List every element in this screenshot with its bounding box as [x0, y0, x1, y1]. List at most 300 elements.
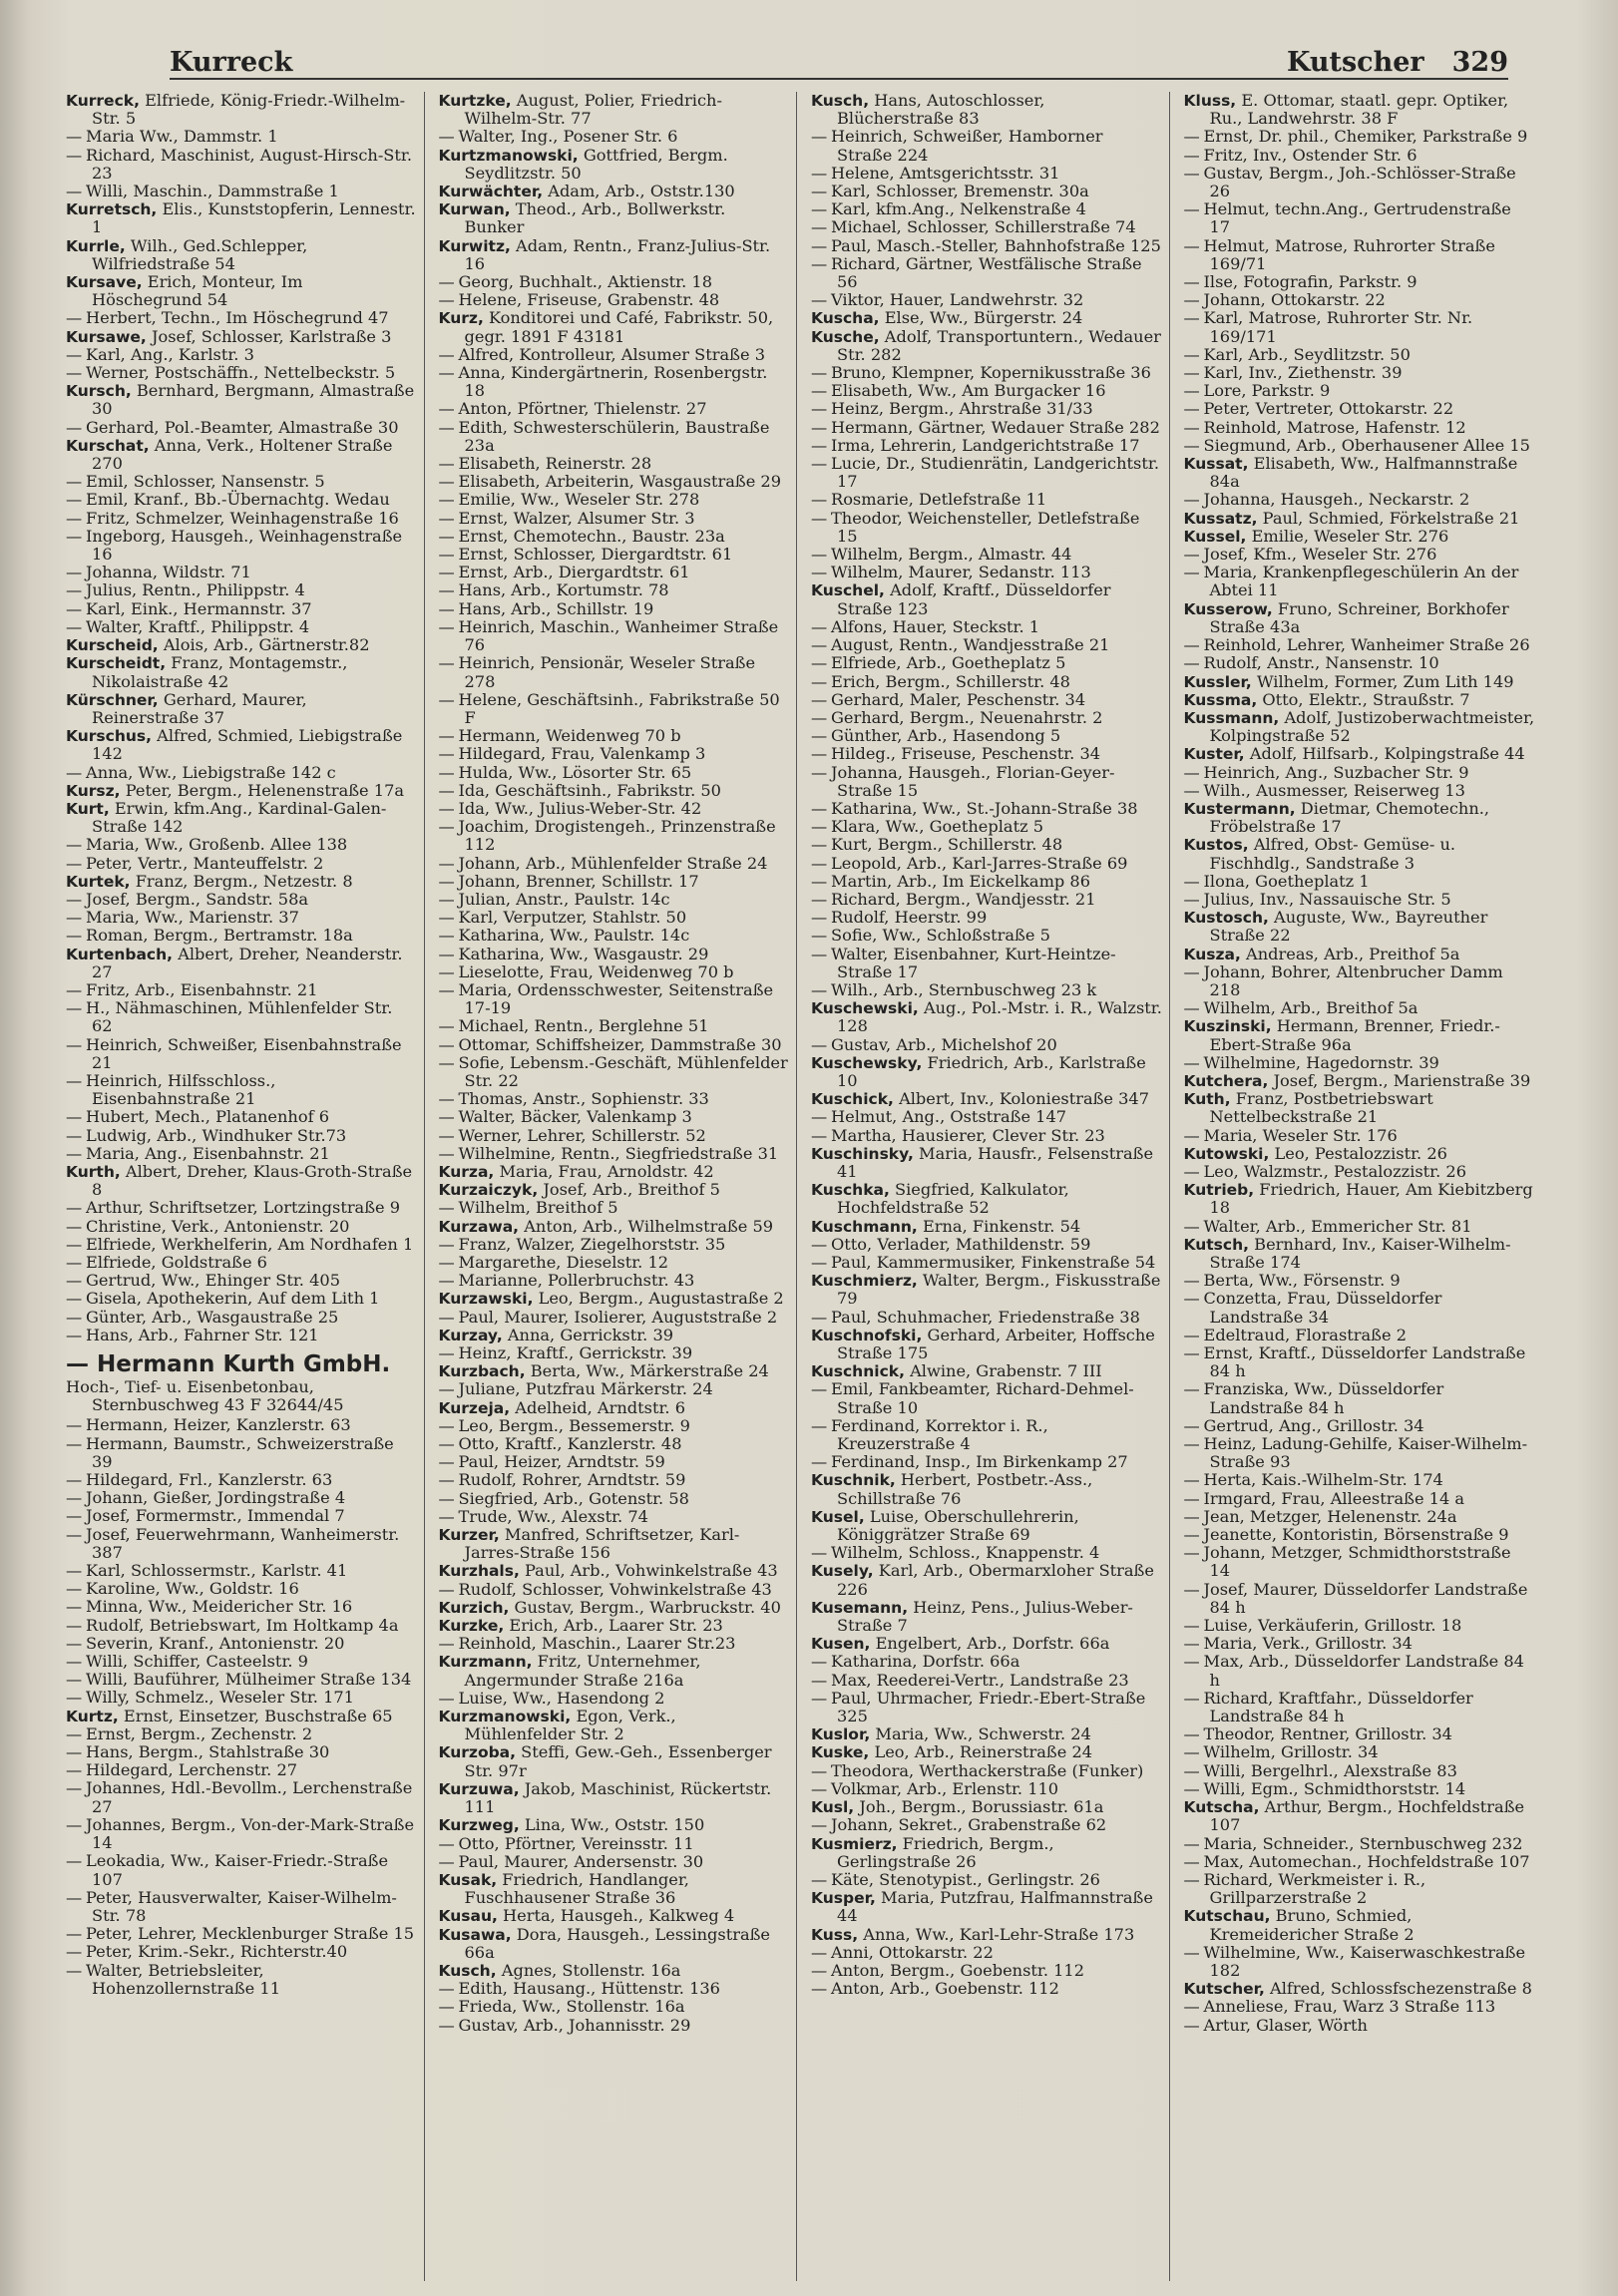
directory-entry [66, 764, 418, 782]
repeat-dash: — [66, 1942, 83, 1962]
entry-details: Theod., Arb., Bollwerkstr. Bunker [464, 199, 726, 237]
repeat-dash: — [66, 1814, 83, 1834]
directory-entry [66, 1290, 418, 1308]
directory-entry-surname [811, 1635, 1163, 1653]
repeat-dash: — [1183, 1634, 1200, 1654]
directory-entry-surname [66, 200, 418, 236]
surname: Kuschmierz, [811, 1272, 918, 1291]
entry-details: Julius, Inv., Nassauische Str. 5 [1203, 889, 1451, 909]
entry-details: Joachim, Drogistengeh., Prinzenstraße 112 [458, 817, 776, 855]
repeat-dash: — [1183, 1579, 1200, 1599]
repeat-dash: — [811, 1253, 828, 1272]
directory-entry [439, 128, 791, 146]
entry-details: Helene, Friseuse, Grabenstr. 48 [458, 290, 720, 310]
entry-details: Maria, Schneider., Sternbuschweg 232 [1203, 1833, 1523, 1853]
entry-details: Anna, Verk., Holtener Straße 270 [92, 435, 393, 474]
directory-entry [439, 455, 791, 473]
surname: Kurzmann, [438, 1653, 533, 1672]
entry-details: Erich, Bergm., Schillerstr. 48 [831, 671, 1070, 691]
directory-entry [811, 745, 1163, 763]
surname: Kuster, [1183, 745, 1245, 764]
repeat-dash: — [811, 1415, 828, 1435]
entry-details: Aug., Pol.-Mstr. i. R., Walzstr. 128 [837, 998, 1162, 1036]
directory-entry [1184, 382, 1537, 400]
repeat-dash: — [1183, 399, 1200, 419]
directory-entry-surname [1184, 1017, 1537, 1053]
entry-details: Marianne, Pollerbruchstr. 43 [458, 1271, 695, 1291]
surname: Kurreck, [66, 92, 140, 110]
directory-entry [66, 1925, 418, 1943]
surname: Kurschus, [66, 727, 153, 746]
header-right [1287, 47, 1508, 78]
directory-entry-surname [1184, 946, 1537, 963]
advertisement-title: — Hermann Kurth GmbH. [66, 1351, 391, 1378]
surname: Kussatz, [1183, 509, 1258, 528]
directory-entry [439, 419, 791, 455]
directory-entry [1184, 1581, 1537, 1617]
entry-details: Lina, Ww., Oststr. 150 [519, 1815, 705, 1835]
entry-details: Friedrich, Handlanger, Fuschhausener Straße 36 [464, 1869, 689, 1908]
entry-details: Siegmund, Arb., Oberhausener Allee 15 [1203, 435, 1530, 455]
directory-entry [811, 200, 1163, 218]
directory-entry [1184, 1743, 1537, 1761]
repeat-dash: — [438, 1052, 455, 1072]
repeat-dash: — [1183, 653, 1200, 673]
repeat-dash: — [438, 545, 455, 565]
entry-details: Josef, Schlosser, Karlstraße 3 [146, 326, 392, 346]
directory-entry-surname [1184, 745, 1537, 763]
surname: Kussler, [1183, 672, 1252, 691]
entry-details: Leo, Pestalozzistr. 26 [1269, 1143, 1447, 1163]
directory-entry [1184, 1944, 1537, 1980]
entry-details: Erich, Monteur, Im Höschegrund 54 [92, 272, 303, 310]
entry-details: Kurt, Bergm., Schillerstr. 48 [831, 835, 1063, 855]
repeat-dash: — [438, 526, 455, 546]
repeat-dash: — [66, 526, 83, 546]
repeat-dash: — [438, 417, 455, 437]
entry-details: Fritz, Unternehmer, Angermunder Straße 216a [464, 1652, 701, 1690]
repeat-dash: — [438, 1271, 455, 1291]
directory-entry [66, 1635, 418, 1653]
entry-details: Arthur, Schriftsetzer, Lortzingstraße 9 [86, 1198, 401, 1218]
repeat-dash: — [438, 853, 455, 873]
entry-details: Friedrich, Bergm., Gerlingstraße 26 [837, 1833, 1054, 1871]
entry-details: Alfred, Obst- Gemüse- u. Fischhdlg., Sandstraße 3 [1209, 835, 1456, 873]
directory-entry-surname [66, 800, 418, 836]
directory-entry [66, 510, 418, 528]
entry-details: Adolf, Transportuntern., Wedauer Str. 282 [837, 326, 1161, 364]
repeat-dash: — [1183, 1289, 1200, 1309]
directory-entry [811, 400, 1163, 418]
entry-details: Werner, Postschäffn., Nettelbeckstr. 5 [86, 363, 396, 383]
directory-entry [811, 1380, 1163, 1416]
surname: Kustos, [1183, 836, 1249, 855]
directory-entry [811, 691, 1163, 709]
entry-details: Adam, Arb., Oststr.130 [543, 182, 735, 201]
entry-details: Luise, Ww., Hasendong 2 [458, 1688, 665, 1708]
entry-details: Maria, Hausfr., Felsenstraße 41 [837, 1143, 1154, 1181]
entry-details: Emil, Schlosser, Nansenstr. 5 [86, 472, 325, 492]
entry-details: Albert, Inv., Koloniestraße 347 [893, 1089, 1150, 1109]
directory-entry [1184, 291, 1537, 309]
directory-entry-surname [811, 1090, 1163, 1108]
directory-entry [439, 745, 791, 763]
directory-entry [811, 1816, 1163, 1834]
directory-entry [66, 1671, 418, 1689]
entry-details: Adam, Rentn., Franz-Julius-Str. 16 [464, 235, 771, 273]
entry-details: Joh., Bergm., Borussiastr. 61a [854, 1797, 1104, 1817]
directory-entry [1184, 437, 1537, 455]
entry-details: Hildegard, Frl., Kanzlerstr. 63 [86, 1470, 333, 1490]
directory-entry [1184, 564, 1537, 599]
directory-entry [66, 528, 418, 564]
repeat-dash: — [438, 127, 455, 147]
directory-entry-surname [811, 328, 1163, 364]
entry-details: Gertrud, Ww., Ehinger Str. 405 [86, 1271, 340, 1291]
repeat-dash: — [66, 1307, 83, 1327]
repeat-dash: — [438, 817, 455, 837]
surname: Kutsch, [1183, 1235, 1250, 1254]
directory-entry [66, 1272, 418, 1290]
entry-details: Maria Ww., Dammstr. 1 [86, 127, 278, 147]
directory-entry [1184, 1435, 1537, 1471]
repeat-dash: — [66, 598, 83, 618]
repeat-dash: — [66, 889, 83, 909]
directory-entry [66, 927, 418, 945]
directory-entry [811, 510, 1163, 546]
directory-entry-surname [811, 1471, 1163, 1507]
entry-details: Friedrich, Arb., Karlstraße 10 [837, 1052, 1146, 1090]
repeat-dash: — [811, 1379, 828, 1399]
repeat-dash: — [1183, 563, 1200, 582]
repeat-dash: — [438, 926, 455, 946]
repeat-dash: — [1183, 1616, 1200, 1636]
repeat-dash: — [66, 363, 83, 383]
directory-entry [811, 1653, 1163, 1671]
directory-entry [439, 364, 791, 400]
surname: Kürschner, [66, 690, 159, 709]
entry-details: Siegfried, Kalkulator, Hochfeldstraße 52 [837, 1180, 1069, 1218]
entry-details: Käte, Stenotypist., Gerlingstr. 26 [831, 1869, 1100, 1889]
surname: Kurtzke, [438, 92, 512, 110]
directory-entry [811, 564, 1163, 581]
entry-details: Wilh., Ged.Schlepper, Wilfriedstraße 54 [92, 235, 308, 273]
directory-entry [66, 1127, 418, 1145]
entry-details: Hulda, Ww., Lösorter Str. 65 [458, 762, 692, 782]
page-number: 329 [1451, 47, 1508, 78]
entry-details: Rosmarie, Detlefstraße 11 [831, 490, 1047, 510]
entry-details: Herta, Hausgeh., Kalkweg 4 [497, 1906, 735, 1926]
entry-details: Gottfried, Bergm. Seydlitzstr. 50 [464, 145, 728, 183]
directory-entry-surname [439, 1526, 791, 1562]
directory-entry [1184, 200, 1537, 236]
entry-details: Rudolf, Rohrer, Arndtstr. 59 [458, 1470, 686, 1490]
directory-entry [811, 1453, 1163, 1471]
repeat-dash: — [1183, 635, 1200, 655]
entry-details: Artur, Glaser, Wörth [1203, 2015, 1368, 2035]
repeat-dash: — [811, 635, 828, 655]
directory-entry [439, 600, 791, 618]
repeat-dash: — [438, 1851, 455, 1871]
repeat-dash: — [438, 1434, 455, 1454]
directory-entry [1184, 419, 1537, 437]
directory-entry [66, 1236, 418, 1254]
entry-details: Otto, Pförtner, Vereinsstr. 11 [458, 1833, 694, 1853]
repeat-dash: — [811, 217, 828, 237]
entry-details: Katharina, Ww., St.-Johann-Straße 38 [831, 798, 1138, 818]
entry-details: Richard, Werkmeister i. R., Grillparzerstraße 2 [1203, 1869, 1426, 1908]
repeat-dash: — [811, 726, 828, 746]
repeat-dash: — [1183, 435, 1200, 455]
repeat-dash: — [811, 1670, 828, 1690]
directory-entry [439, 1453, 791, 1471]
directory-entry [1184, 273, 1537, 291]
entry-details: Karl, Verputzer, Stahlstr. 50 [458, 908, 687, 928]
entry-details: Paul, Masch.-Steller, Bahnhofstraße 125 [831, 235, 1161, 255]
repeat-dash: — [811, 1125, 828, 1145]
entry-details: Heinrich, Maschin., Wanheimer Straße 76 [458, 616, 779, 655]
entry-details: Peter, Bergm., Helenenstraße 17a [120, 780, 405, 800]
directory-entry [66, 1725, 418, 1743]
repeat-dash: — [66, 1234, 83, 1254]
entry-details: Theodor, Weichensteller, Detlefstraße 15 [831, 508, 1140, 546]
directory-entry-surname [1184, 1072, 1537, 1090]
column-1 [66, 92, 425, 2281]
directory-entry [811, 1036, 1163, 1054]
entry-details: Fritz, Schmelzer, Weinhagenstraße 16 [86, 508, 399, 528]
directory-entry [811, 218, 1163, 236]
repeat-dash: — [811, 616, 828, 636]
repeat-dash: — [438, 1579, 455, 1599]
directory-entry-surname [811, 309, 1163, 327]
directory-entry [439, 400, 791, 418]
repeat-dash: — [438, 1452, 455, 1472]
entry-details: Julius, Rentn., Philippstr. 4 [86, 580, 305, 600]
directory-entry [1184, 165, 1537, 200]
entry-details: Paul, Uhrmacher, Friedr.-Ebert-Straße 325 [831, 1688, 1146, 1726]
entry-details: Maria, Krankenpflegeschülerin An der Abtei 11 [1203, 563, 1519, 600]
directory-entry-surname [439, 1599, 791, 1617]
directory-entry [66, 1309, 418, 1327]
entry-details: Edith, Hausang., Hüttenstr. 136 [458, 1979, 720, 1999]
entry-details: Leokadia, Ww., Kaiser-Friedr.-Straße 107 [86, 1851, 389, 1889]
directory-entry-surname [1184, 1090, 1537, 1126]
entry-details: Trude, Ww., Alexstr. 74 [458, 1506, 648, 1526]
directory-entry-surname [811, 1599, 1163, 1635]
entry-details: Wilhelm, Former, Zum Lith 149 [1251, 671, 1514, 691]
directory-entry [1184, 764, 1537, 782]
directory-entry-surname [66, 237, 418, 273]
directory-entry [66, 855, 418, 873]
entry-details: Werner, Lehrer, Schillerstr. 52 [458, 1125, 706, 1145]
repeat-dash: — [438, 1470, 455, 1490]
entry-details: Johann, Metzger, Schmidthorststraße 14 [1203, 1543, 1511, 1581]
directory-entry [439, 1508, 791, 1526]
repeat-dash: — [438, 961, 455, 981]
directory-entry [439, 1054, 791, 1090]
entry-details: Josef, Bergm., Sandstr. 58a [86, 889, 309, 909]
entry-details: Anni, Ottokarstr. 22 [831, 1942, 994, 1962]
repeat-dash: — [438, 508, 455, 528]
directory-entry [66, 564, 418, 581]
directory-entry [439, 1853, 791, 1871]
entry-details: Arthur, Bergm., Hochfeldstraße 107 [1209, 1797, 1525, 1835]
entry-details: Peter, Hausverwalter, Kaiser-Wilhelm-Str. 78 [86, 1887, 397, 1925]
repeat-dash: — [1183, 127, 1200, 147]
directory-entry [1184, 1380, 1537, 1416]
entry-details: Paul, Arb., Vohwinkelstraße 43 [519, 1561, 778, 1581]
repeat-dash: — [438, 1253, 455, 1272]
repeat-dash: — [66, 308, 83, 328]
repeat-dash: — [811, 944, 828, 963]
entry-details: Karl, Arb., Seydlitzstr. 50 [1203, 344, 1411, 364]
repeat-dash: — [811, 1107, 828, 1127]
entry-details: Theodor, Rentner, Grillostr. 34 [1203, 1724, 1452, 1744]
directory-entry [1184, 1218, 1537, 1236]
surname: Kurtz, [66, 1707, 119, 1725]
entry-details: Roman, Bergm., Bertramstr. 18a [86, 926, 353, 946]
directory-entry [811, 927, 1163, 945]
surname: Kurtek, [66, 872, 131, 891]
directory-columns [66, 92, 1542, 2281]
entry-details: Emilie, Ww., Weseler Str. 278 [458, 490, 700, 510]
entry-details: Manfred, Schriftsetzer, Karl-Jarres-Straße 156 [464, 1525, 740, 1563]
entry-details: Elisabeth, Reinerstr. 28 [458, 454, 652, 474]
entry-details: Wilhelm, Maurer, Sedanstr. 113 [831, 563, 1091, 582]
entry-details: Rudolf, Anstr., Nansenstr. 10 [1203, 653, 1439, 673]
entry-details: Wilhelm, Bergm., Almastr. 44 [831, 545, 1072, 565]
repeat-dash: — [811, 1452, 828, 1472]
entry-details: Albert, Dreher, Klaus-Groth-Straße 8 [92, 1161, 413, 1200]
entry-details: Johanna, Wildstr. 71 [86, 563, 251, 582]
surname: Kuschick, [811, 1090, 894, 1109]
entry-details: Hildegard, Frau, Valenkamp 3 [458, 744, 706, 764]
repeat-dash: — [1183, 163, 1200, 183]
entry-details: Ilona, Goetheplatz 1 [1203, 871, 1370, 891]
repeat-dash: — [66, 1851, 83, 1871]
surname: Kurrle, [66, 236, 126, 255]
entry-details: Wilhelmine, Rentn., Siegfriedstraße 31 [458, 1143, 779, 1163]
entry-details: Ilse, Fotografin, Parkstr. 9 [1203, 272, 1417, 292]
repeat-dash: — [811, 290, 828, 310]
directory-entry [66, 1816, 418, 1852]
directory-entry-surname [439, 1907, 791, 1925]
repeat-dash: — [438, 1833, 455, 1853]
entry-details: Heinrich, Hilfsschloss., Eisenbahnstraße 21 [86, 1070, 276, 1109]
directory-entry [1184, 873, 1537, 891]
entry-details: Ernst, Arb., Diergardtstr. 61 [458, 563, 690, 582]
entry-details: Franz, Montagemstr., Nikolaistraße 42 [92, 653, 348, 691]
repeat-dash: — [66, 1633, 83, 1653]
directory-entry [66, 1889, 418, 1925]
directory-entry [66, 419, 418, 437]
repeat-dash: — [66, 1652, 83, 1672]
entry-details: Anton, Arb., Goebenstr. 112 [831, 1979, 1059, 1999]
repeat-dash: — [438, 1688, 455, 1708]
directory-entry [66, 1852, 418, 1888]
entry-details: Steffi, Gew.-Geh., Essenberger Str. 97r [464, 1742, 772, 1780]
repeat-dash: — [811, 1942, 828, 1962]
directory-entry [66, 618, 418, 636]
directory-entry [439, 346, 791, 364]
directory-entry-surname [66, 654, 418, 690]
repeat-dash: — [438, 580, 455, 600]
directory-entry [811, 1254, 1163, 1272]
repeat-dash: — [66, 508, 83, 528]
repeat-dash: — [66, 1289, 83, 1309]
directory-entry [439, 1490, 791, 1508]
repeat-dash: — [1183, 1216, 1200, 1236]
repeat-dash: — [1183, 490, 1200, 510]
directory-entry [66, 128, 418, 146]
directory-entry-surname [811, 1926, 1163, 1944]
repeat-dash: — [1183, 1470, 1200, 1490]
repeat-dash: — [1183, 1488, 1200, 1508]
entry-details: Hildegard, Lerchenstr. 27 [86, 1760, 298, 1780]
repeat-dash: — [811, 689, 828, 709]
repeat-dash: — [438, 363, 455, 383]
entry-details: Willi, Egm., Schmidthorststr. 14 [1203, 1778, 1466, 1798]
entry-details: Ingeborg, Hausgeh., Weinhagenstraße 16 [86, 526, 403, 565]
directory-entry-surname [439, 1163, 791, 1181]
directory-entry [439, 727, 791, 745]
repeat-dash: — [1183, 1942, 1200, 1962]
entry-details: Alwine, Grabenstr. 7 III [904, 1361, 1102, 1381]
repeat-dash: — [438, 272, 455, 292]
entry-details: Helene, Amtsgerichtsstr. 31 [831, 163, 1060, 183]
entry-details: Paul, Maurer, Andersenstr. 30 [458, 1851, 704, 1871]
entry-details: Georg, Buchhalt., Aktienstr. 18 [458, 272, 713, 292]
repeat-dash: — [438, 944, 455, 963]
entry-details: Leo, Bergm., Bessemerstr. 9 [458, 1415, 690, 1435]
entry-details: Friedrich, Hauer, Am Kiebitzberg 18 [1209, 1180, 1533, 1218]
directory-entry [1184, 1127, 1537, 1145]
entry-details: Dietmar, Chemotechn., Fröbelstraße 17 [1209, 798, 1490, 837]
entry-details: Emilie, Weseler Str. 276 [1246, 526, 1449, 546]
directory-entry [66, 581, 418, 599]
directory-entry-surname [811, 1218, 1163, 1236]
directory-entry [811, 546, 1163, 564]
directory-entry [439, 1380, 791, 1398]
entry-details: Heinrich, Ang., Suzbacher Str. 9 [1203, 762, 1469, 782]
repeat-dash: — [66, 1615, 83, 1635]
entry-details: Heinz, Bergm., Ahrstraße 31/33 [831, 399, 1093, 419]
entry-details: Wilh., Arb., Sternbuschweg 23 k [831, 979, 1097, 999]
entry-details: Maria, Ang., Eisenbahnstr. 21 [86, 1143, 330, 1163]
entry-details: Elfriede, Arb., Goetheplatz 5 [831, 653, 1066, 673]
directory-entry [66, 1145, 418, 1163]
directory-entry [811, 1944, 1163, 1962]
entry-details: Franziska, Ww., Düsseldorfer Landstraße 84 h [1203, 1379, 1444, 1417]
directory-entry [811, 1108, 1163, 1126]
repeat-dash: — [811, 435, 828, 455]
entry-details: Viktor, Hauer, Landwehrstr. 32 [831, 290, 1084, 310]
directory-entry [439, 946, 791, 963]
entry-details: Emil, Fankbeamter, Richard-Dehmel-Straße 10 [831, 1379, 1134, 1417]
repeat-dash: — [1183, 1742, 1200, 1762]
surname: Kusely, [811, 1562, 874, 1581]
directory-entry [66, 183, 418, 200]
column-2 [439, 92, 798, 2281]
directory-entry-surname [66, 727, 418, 763]
surname: Kurzmanowski, [438, 1708, 572, 1726]
entry-details: Elisabeth, Ww., Am Burgacker 16 [831, 381, 1106, 401]
directory-entry [439, 1690, 791, 1708]
entry-details: Alfred, Schmied, Liebigstraße 142 [92, 726, 403, 764]
entry-details: Bruno, Klempner, Kopernikusstraße 36 [831, 363, 1151, 383]
entry-details: Karl, Schlosser, Bremenstr. 30a [831, 182, 1089, 201]
repeat-dash: — [1183, 1506, 1200, 1526]
